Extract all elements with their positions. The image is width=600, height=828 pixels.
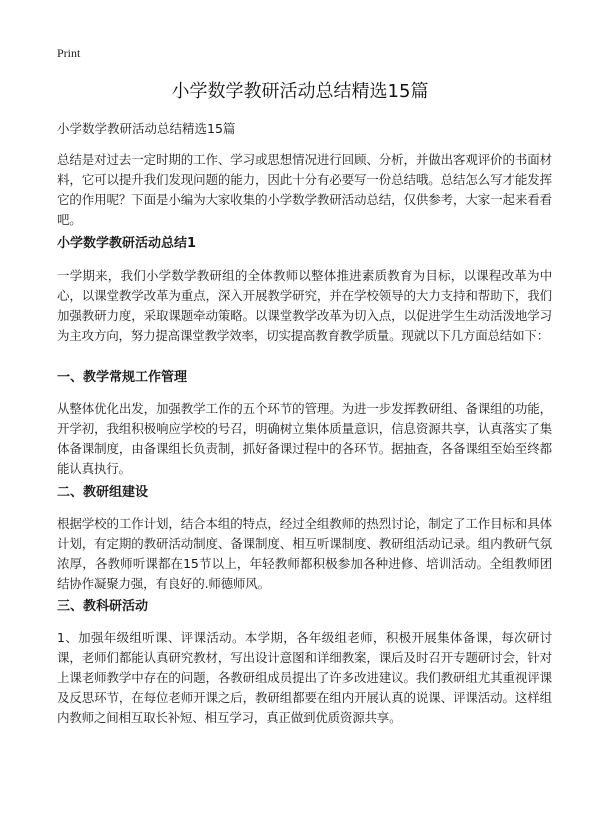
page-title: 小学数学教研活动总结精选15篇 [171, 81, 429, 102]
intro-paragraph: 总结是对过去一定时期的工作、学习或思想情况进行回顾、分析，并做出客观评价的书面材料，它可以提升我们发现问题的能力，因此十分有必要写一份总结哦。总结怎么写才能发挥它的作用呢？下面是小编为大家收集的小学数学教研活动总结，仅供参考，大家一起来看看吧。 [57, 152, 552, 227]
part3-heading: 三、教科研活动 [57, 599, 149, 614]
part2-heading: 二、教研组建设 [57, 485, 149, 500]
section1-paragraph: 一学期来，我们小学数学教研组的全体教师以整体推进素质教育为目标，以课程改革为中心，以课堂教学改革为重点，深入开展教学研究，并在学校领导的大力支持和帮助下，我们加强教研力度，采取课题牵动策略。以课堂教学改革为切入点，以促进学生生动活泼地学习为主攻方向，努力提高课堂教学效率，切实提高教育教学质量。现就以下几方面总结如下： [57, 268, 552, 343]
part3-paragraph: 1、加强年级组听课、评课活动。本学期，各年级组老师，积极开展集体备课，每次研讨课，老师们都能认真研究教材，写出设计意图和详细教案，课后及时召开专题研讨会，针对上课老师教学中存在的问题，各教研组成员提出了许多改进建议。我们教研组尤其重视评课及反思环节，在每位老师开课之后，教研组都要在组内开展认真的说课、评课活动。这样组内教师之间相互取长补短、相互学习，真正做到优质资源共享。 [57, 630, 552, 725]
part2-paragraph: 根据学校的工作计划，结合本组的特点，经过全组教师的热烈讨论，制定了工作目标和具体计划，有定期的教研活动制度、备课制度、相互听课制度、教研组活动记录。组内教研气氛浓厚，各教师听课都在15节以上，年轻教师都积极参加各种进修、培训活动。全组教师团结协作凝聚力强，有良好的.师德师风。 [57, 516, 552, 591]
part1-heading: 一、教学常规工作管理 [57, 370, 188, 385]
section1-heading: 小学数学教研活动总结1 [57, 236, 197, 251]
print-link[interactable]: Print [57, 46, 81, 60]
document-subtitle: 小学数学教研活动总结精选15篇 [57, 121, 236, 136]
part1-paragraph: 从整体优化出发，加强教学工作的五个环节的管理。为进一步发挥教研组、备课组的功能，开学初，我组积极响应学校的号召，明确树立集体质量意识，信息资源共享，认真落实了集体备课制度，由备课组长负责制，抓好备课过程中的各环节。据抽查，各备课组至始至终都能认真执行。 [57, 401, 552, 476]
